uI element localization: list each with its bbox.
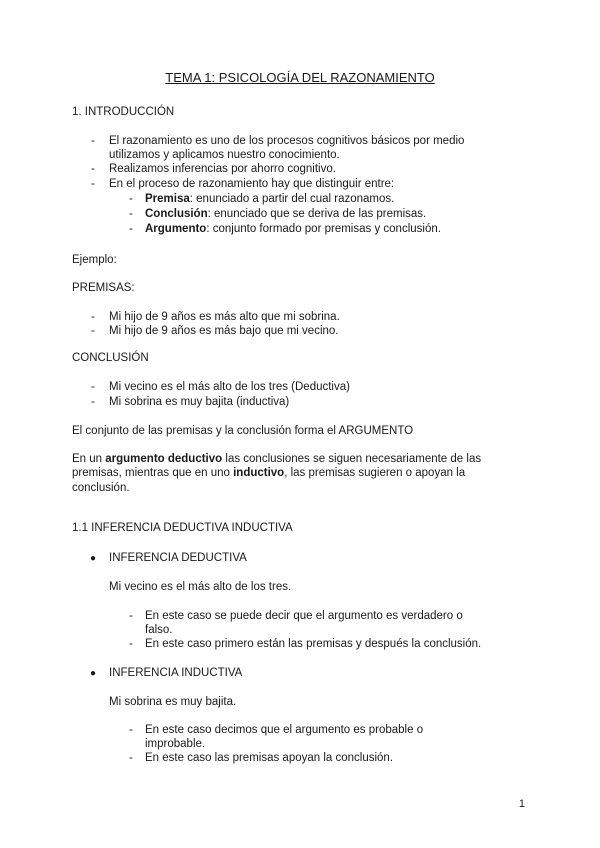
bullet-marker: ● xyxy=(90,668,97,679)
argumento-text: El conjunto de las premisas y la conclusión forma el ARGUMENTO xyxy=(72,425,414,437)
dash-marker: - xyxy=(91,396,95,408)
premisa-item: Mi hijo de 9 años es más bajo que mi vecino. xyxy=(109,325,339,337)
page-number: 1 xyxy=(518,798,525,810)
inductiva-item: En este caso decimos que el argumento es probable o xyxy=(145,724,424,736)
sub-item-premisa: Premisa: enunciado a partir del cual razonamos. xyxy=(145,193,395,205)
conclusion-item: Mi vecino es el más alto de los tres (Deductiva) xyxy=(109,381,350,393)
sub-item-conclusion: Conclusión: enunciado que se deriva de las premisas. xyxy=(145,208,427,220)
dash-marker: - xyxy=(129,208,133,220)
dash-marker: - xyxy=(129,223,133,235)
inductiva-item: En este caso las premisas apoyan la conclusión. xyxy=(145,752,394,764)
dash-marker: - xyxy=(129,638,133,650)
dash-marker: - xyxy=(129,724,133,736)
paragraph-line: En un argumento deductivo las conclusiones se siguen necesariamente de las xyxy=(72,453,482,465)
dash-marker: - xyxy=(129,193,133,205)
inductiva-item-cont: improbable. xyxy=(145,738,206,750)
premisa-item: Mi hijo de 9 años es más alto que mi sobrina. xyxy=(109,311,340,323)
dash-marker: - xyxy=(91,163,95,175)
paragraph-line: conclusión. xyxy=(72,482,130,494)
page-title: TEMA 1: PSICOLOGÍA DEL RAZONAMIENTO xyxy=(165,70,435,85)
dash-marker: - xyxy=(91,325,95,337)
inductiva-label: INFERENCIA INDUCTIVA xyxy=(109,667,243,679)
paragraph-line: premisas, mientras que en uno inductivo, las premisas sugieren o apoyan la xyxy=(72,467,466,479)
deductiva-item: En este caso se puede decir que el argumento es verdadero o xyxy=(145,610,463,622)
bullet-marker: ● xyxy=(90,553,97,564)
dash-marker: - xyxy=(91,311,95,323)
dash-marker: - xyxy=(91,178,95,190)
dash-marker: - xyxy=(129,610,133,622)
conclusion-item: Mi sobrina es muy bajita (inductiva) xyxy=(109,396,290,408)
premisas-label: PREMISAS: xyxy=(72,282,135,294)
intro-item-cont: utilizamos y aplicamos nuestro conocimiento. xyxy=(109,149,340,161)
deductiva-example: Mi vecino es el más alto de los tres. xyxy=(109,581,292,593)
inductiva-example: Mi sobrina es muy bajita. xyxy=(109,696,237,708)
conclusion-label: CONCLUSIÓN xyxy=(72,352,149,364)
intro-item: El razonamiento es uno de los procesos cognitivos básicos por medio xyxy=(109,135,465,147)
dash-marker: - xyxy=(129,752,133,764)
intro-item: En el proceso de razonamiento hay que distinguir entre: xyxy=(109,178,395,190)
deductiva-label: INFERENCIA DEDUCTIVA xyxy=(109,552,247,564)
dash-marker: - xyxy=(91,381,95,393)
dash-marker: - xyxy=(91,135,95,147)
subsection-heading: 1.1 INFERENCIA DEDUCTIVA INDUCTIVA xyxy=(72,522,293,534)
example-label: Ejemplo: xyxy=(72,254,117,266)
deductiva-item-cont: falso. xyxy=(145,624,173,636)
sub-item-argumento: Argumento: conjunto formado por premisas y conclusión. xyxy=(145,223,441,235)
deductiva-item: En este caso primero están las premisas y después la conclusión. xyxy=(145,638,482,650)
intro-heading: 1. INTRODUCCIÓN xyxy=(72,106,175,118)
intro-item: Realizamos inferencias por ahorro cognitivo. xyxy=(109,163,336,175)
